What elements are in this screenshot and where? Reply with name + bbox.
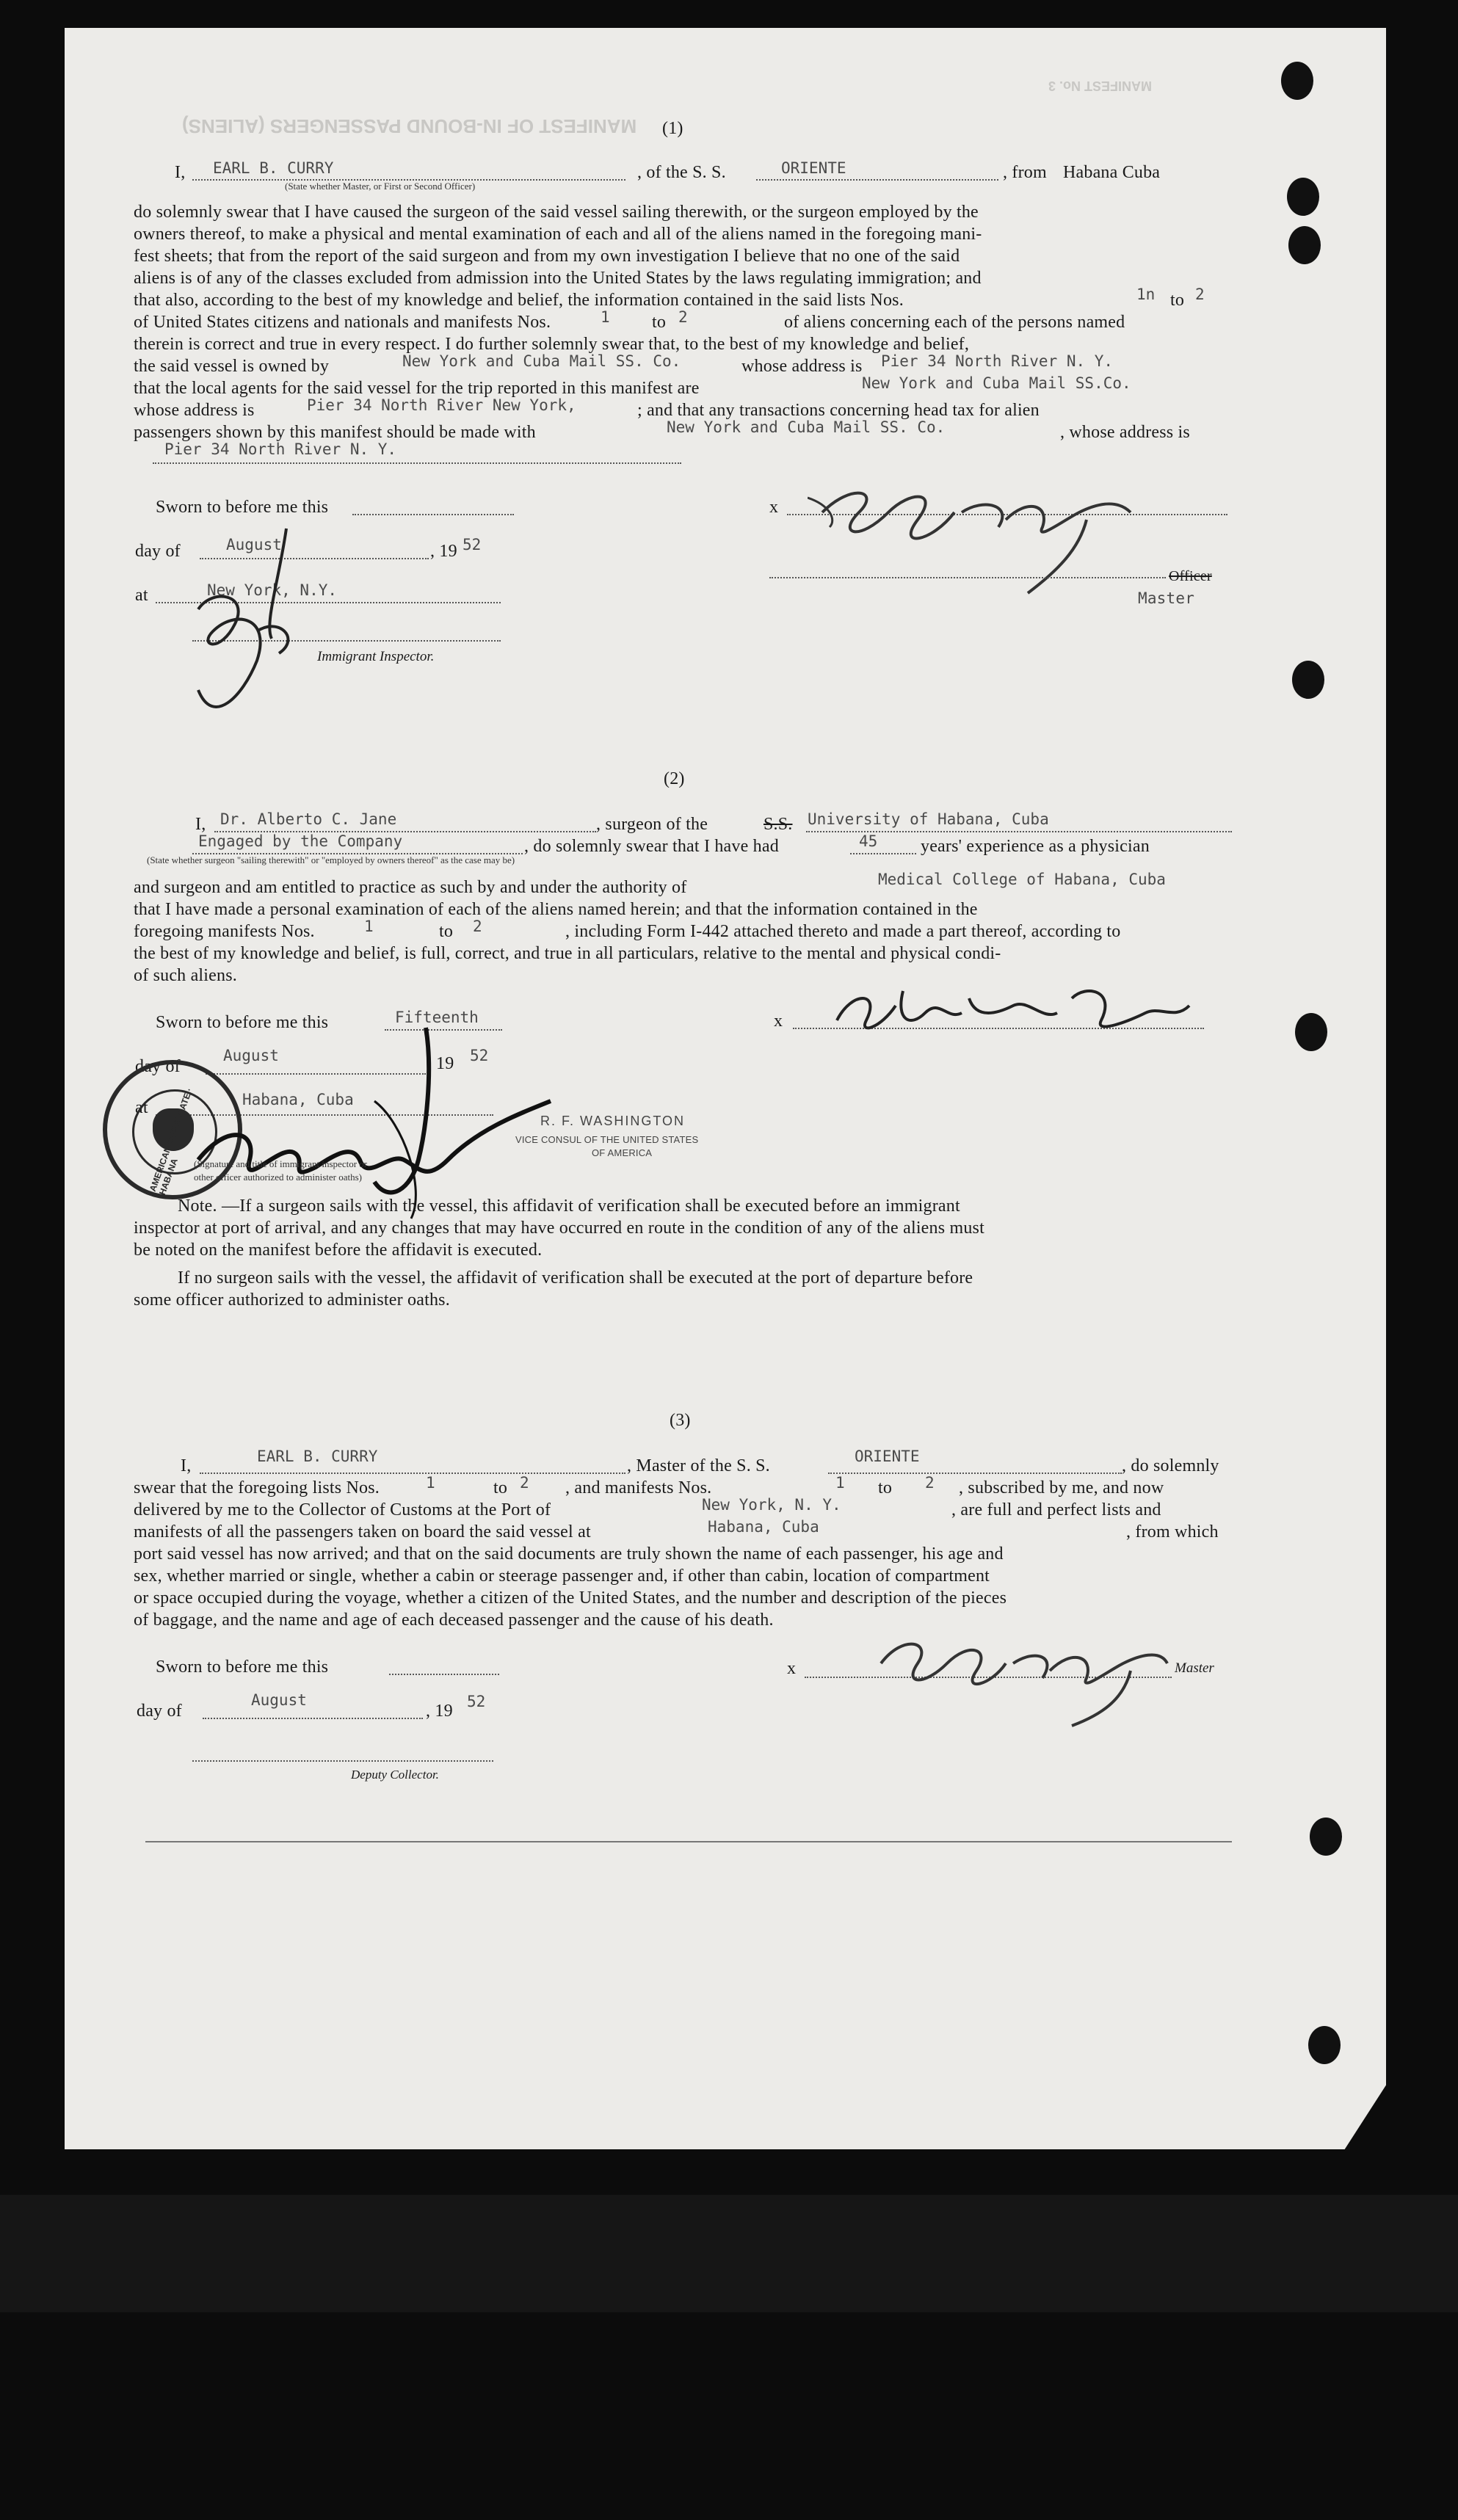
text-line: , subscribed by me, and now <box>959 1478 1164 1497</box>
lists-to: 2 <box>1195 286 1205 303</box>
lead-text: I, <box>175 163 186 182</box>
text-line: therein is correct and true in every respect. I do further solemnly swear that, to the best of my knowledge and belief, <box>134 335 970 354</box>
section-number: (2) <box>664 769 685 788</box>
text-line: that the local agents for the said vessel for the trip reported in this manifest are <box>134 379 700 398</box>
vessel-name: ORIENTE <box>855 1448 920 1465</box>
text-line: , from which <box>1126 1522 1219 1542</box>
text-line: sex, whether married or single, whether a cabin or steerage passenger and, if other than cabin, location of compartment <box>134 1566 990 1586</box>
text-line: of such aliens. <box>134 966 237 985</box>
label-text: whose address is <box>741 357 863 376</box>
text-line: or space occupied during the voyage, whether a citizen of the United States, and the number and description of the pieces <box>134 1588 1007 1608</box>
institution: University of Habana, Cuba <box>808 810 1049 828</box>
lists-to: 2 <box>520 1474 529 1492</box>
authority: Medical College of Habana, Cuba <box>878 871 1166 888</box>
consul-title: OF AMERICA <box>592 1147 653 1158</box>
text-line: , are full and perfect lists and <box>951 1500 1161 1519</box>
blank-line <box>769 577 1166 578</box>
inspector-label: Immigrant Inspector. <box>317 649 435 664</box>
blank-line <box>203 1718 423 1719</box>
text-line: , do solemnly swear that I have had <box>524 837 779 856</box>
label-text: , Master of the S. S. <box>627 1456 770 1475</box>
state-note: (State whether Master, or First or Second Officer) <box>285 181 476 192</box>
officer-struck: Officer <box>1169 568 1212 584</box>
place: Habana, Cuba <box>242 1091 354 1108</box>
x-mark: x <box>787 1659 797 1678</box>
blank-line <box>352 514 514 515</box>
text-line: delivered by me to the Collector of Customs at the Port of <box>134 1500 551 1519</box>
master-title: Master <box>1138 589 1195 607</box>
text-line: port said vessel has now arrived; and that on the said documents are truly shown the name of each passenger, his age and <box>134 1544 1004 1564</box>
faded-header-title: MANIFEST OF IN-BOUND PASSENGERS (ALIENS) <box>182 115 637 137</box>
section-number: (1) <box>662 119 683 138</box>
lists-from: 1n <box>1136 286 1156 303</box>
manifest-from: 1 <box>364 918 374 935</box>
agents-name: New York and Cuba Mail SS.Co. <box>862 374 1131 392</box>
owner-address: Pier 34 North River N. Y. <box>881 352 1114 370</box>
blank-line <box>153 462 681 464</box>
blank-line <box>200 1473 625 1474</box>
x-mark: x <box>774 1012 783 1031</box>
text-line: owners thereof, to make a physical and mental examination of each and all of the aliens named in the foregoing mani- <box>134 225 982 244</box>
note-line: inspector at port of arrival, and any changes that may have occurred en route in the condition of any of the aliens must <box>134 1219 984 1238</box>
blank-line <box>756 179 998 181</box>
faded-form-number: MANIFEST No. 3 <box>1048 79 1153 93</box>
inspector-signature <box>169 521 352 727</box>
struck-text: S.S. <box>764 815 793 834</box>
origin-port: Habana, Cuba <box>708 1518 819 1536</box>
text-line: the said vessel is owned by <box>134 357 330 376</box>
text-line: and surgeon and am entitled to practice as such by and under the authority of <box>134 878 687 897</box>
label-text: , of the S. S. <box>637 163 726 182</box>
port: New York, N. Y. <box>702 1496 841 1514</box>
text-line: years' experience as a physician <box>921 837 1150 856</box>
month: August <box>251 1691 307 1709</box>
lead-text: I, <box>195 815 206 834</box>
text-line: fest sheets; that from the report of the said surgeon and from my own investigation I believe that no one of the said <box>134 247 960 266</box>
blank-line <box>850 853 916 854</box>
head-tax-agent: New York and Cuba Mail SS. Co. <box>667 418 946 436</box>
head-tax-address: Pier 34 North River N. Y. <box>164 440 397 458</box>
collector-label: Deputy Collector. <box>351 1768 439 1782</box>
blank-line <box>828 1473 1122 1474</box>
note-line: If no surgeon sails with the vessel, the affidavit of verification shall be executed at the port of departure before <box>178 1268 973 1288</box>
from-place: Habana Cuba <box>1063 163 1161 182</box>
x-mark: x <box>769 498 779 517</box>
label-text: , and manifests Nos. <box>565 1478 712 1497</box>
text-line: aliens is of any of the classes excluded from admission into the United States by the laws regulating immigration; and <box>134 269 982 288</box>
text-line: foregoing manifests Nos. <box>134 922 315 941</box>
note-line: —If a surgeon sails with the vessel, this affidavit of verification shall be executed before an immigrant <box>222 1197 960 1216</box>
lead-text: I, <box>181 1456 192 1475</box>
text-line: ; and that any transactions concerning head tax for alien <box>637 401 1040 420</box>
label-text: to <box>1170 291 1185 310</box>
note-line: be noted on the manifest before the affidavit is executed. <box>134 1241 543 1260</box>
text-line: that I have made a personal examination of each of the aliens named herein; and that the information contained in the <box>134 900 978 919</box>
year: 52 <box>467 1693 486 1710</box>
manifest-to: 2 <box>473 918 482 935</box>
signature-caption: other officer authorized to administer oaths) <box>194 1172 362 1183</box>
day-value: Fifteenth <box>395 1009 479 1026</box>
consul-name: R. F. WASHINGTON <box>540 1114 686 1128</box>
punch-hole <box>1295 1013 1327 1051</box>
master-signature <box>866 1597 1175 1729</box>
text-line: of baggage, and the name and age of each deceased passenger and the cause of his death. <box>134 1611 774 1630</box>
folded-corner <box>1344 2084 1387 2150</box>
label-text: , from <box>1003 163 1047 182</box>
year: 52 <box>463 536 482 553</box>
label-text: at <box>135 586 148 605</box>
text-line: passengers shown by this manifest should be made with <box>134 423 536 442</box>
years-experience: 45 <box>859 832 878 850</box>
label-text: , do solemnly <box>1122 1456 1219 1475</box>
owner-name: New York and Cuba Mail SS. Co. <box>402 352 681 370</box>
manifest-to: 2 <box>925 1474 935 1492</box>
surgeon-signature <box>822 976 1204 1050</box>
sworn-text: Sworn to before me this <box>156 1013 329 1032</box>
place: New York, N.Y. <box>207 581 338 599</box>
month: August <box>226 536 282 553</box>
punch-hole <box>1287 178 1319 216</box>
state-note: (State whether surgeon "sailing therewith" or "employed by owners thereof" as the case may be) <box>147 854 515 865</box>
label-text: day of <box>135 542 181 561</box>
text-line: that also, according to the best of my knowledge and belief, the information contained in the said lists Nos. <box>134 291 904 310</box>
blank-line <box>192 1760 493 1762</box>
label-text: at <box>135 1098 148 1117</box>
label-text: day of <box>135 1057 181 1076</box>
seal-text: AMERICAN CONSULATE · HABANA <box>147 1086 195 1197</box>
manifest-from: 1 <box>835 1474 845 1492</box>
master-signature <box>808 461 1160 600</box>
punch-hole <box>1310 1818 1342 1856</box>
section-number: (3) <box>670 1411 691 1430</box>
label-text: , surgeon of the <box>596 815 708 834</box>
engaged-by: Engaged by the Company <box>198 832 403 850</box>
surgeon-name: Dr. Alberto C. Jane <box>220 810 397 828</box>
manifests-to: 2 <box>678 308 688 326</box>
text-line: whose address is <box>134 401 255 420</box>
punch-hole <box>1281 62 1313 100</box>
manifests-from: 1 <box>601 308 610 326</box>
master-name: EARL B. CURRY <box>213 159 334 177</box>
label-text: to <box>493 1478 508 1497</box>
text-line: of aliens concerning each of the persons named <box>784 313 1125 332</box>
label-text: , 19 <box>430 542 457 561</box>
text-line: swear that the foregoing lists Nos. <box>134 1478 380 1497</box>
note-label: Note. <box>178 1197 217 1216</box>
vessel-name: ORIENTE <box>781 159 846 177</box>
blank-line <box>389 1674 499 1675</box>
master-name: EARL B. CURRY <box>257 1448 378 1465</box>
sworn-text: Sworn to before me this <box>156 498 329 517</box>
text-line: do solemnly swear that I have caused the surgeon of the said vessel sailing therewith, or the surgeon employed by the <box>134 203 979 222</box>
text-line: of United States citizens and nationals and manifests Nos. <box>134 313 551 332</box>
month: August <box>223 1047 279 1064</box>
text-line: manifests of all the passengers taken on board the said vessel at <box>134 1522 591 1542</box>
signature-caption: (Signature and title of immigrant inspector or <box>194 1158 368 1169</box>
lists-from: 1 <box>426 1474 435 1492</box>
year: 52 <box>470 1047 489 1064</box>
label-text: day of <box>137 1702 182 1721</box>
master-label: Master <box>1175 1660 1214 1676</box>
label-text: to <box>652 313 667 332</box>
label-text: 19 <box>436 1054 454 1073</box>
note-line: some officer authorized to administer oaths. <box>134 1290 450 1310</box>
label-text: , whose address is <box>1060 423 1190 442</box>
sworn-text: Sworn to before me this <box>156 1657 329 1677</box>
punch-hole <box>1308 2026 1341 2064</box>
film-strip <box>0 2195 1458 2312</box>
punch-hole <box>1288 226 1321 264</box>
label-text: to <box>878 1478 893 1497</box>
label-text: to <box>439 922 454 941</box>
punch-hole <box>1292 661 1324 699</box>
label-text: , 19 <box>426 1702 453 1721</box>
divider <box>145 1841 1232 1842</box>
text-line: , including Form I-442 attached thereto and made a part thereof, according to <box>565 922 1121 941</box>
consul-title: VICE CONSUL OF THE UNITED STATES <box>515 1134 699 1145</box>
text-line: the best of my knowledge and belief, is full, correct, and true in all particulars, relative to the mental and physical condi- <box>134 944 1001 963</box>
agents-address: Pier 34 North River New York, <box>307 396 576 414</box>
